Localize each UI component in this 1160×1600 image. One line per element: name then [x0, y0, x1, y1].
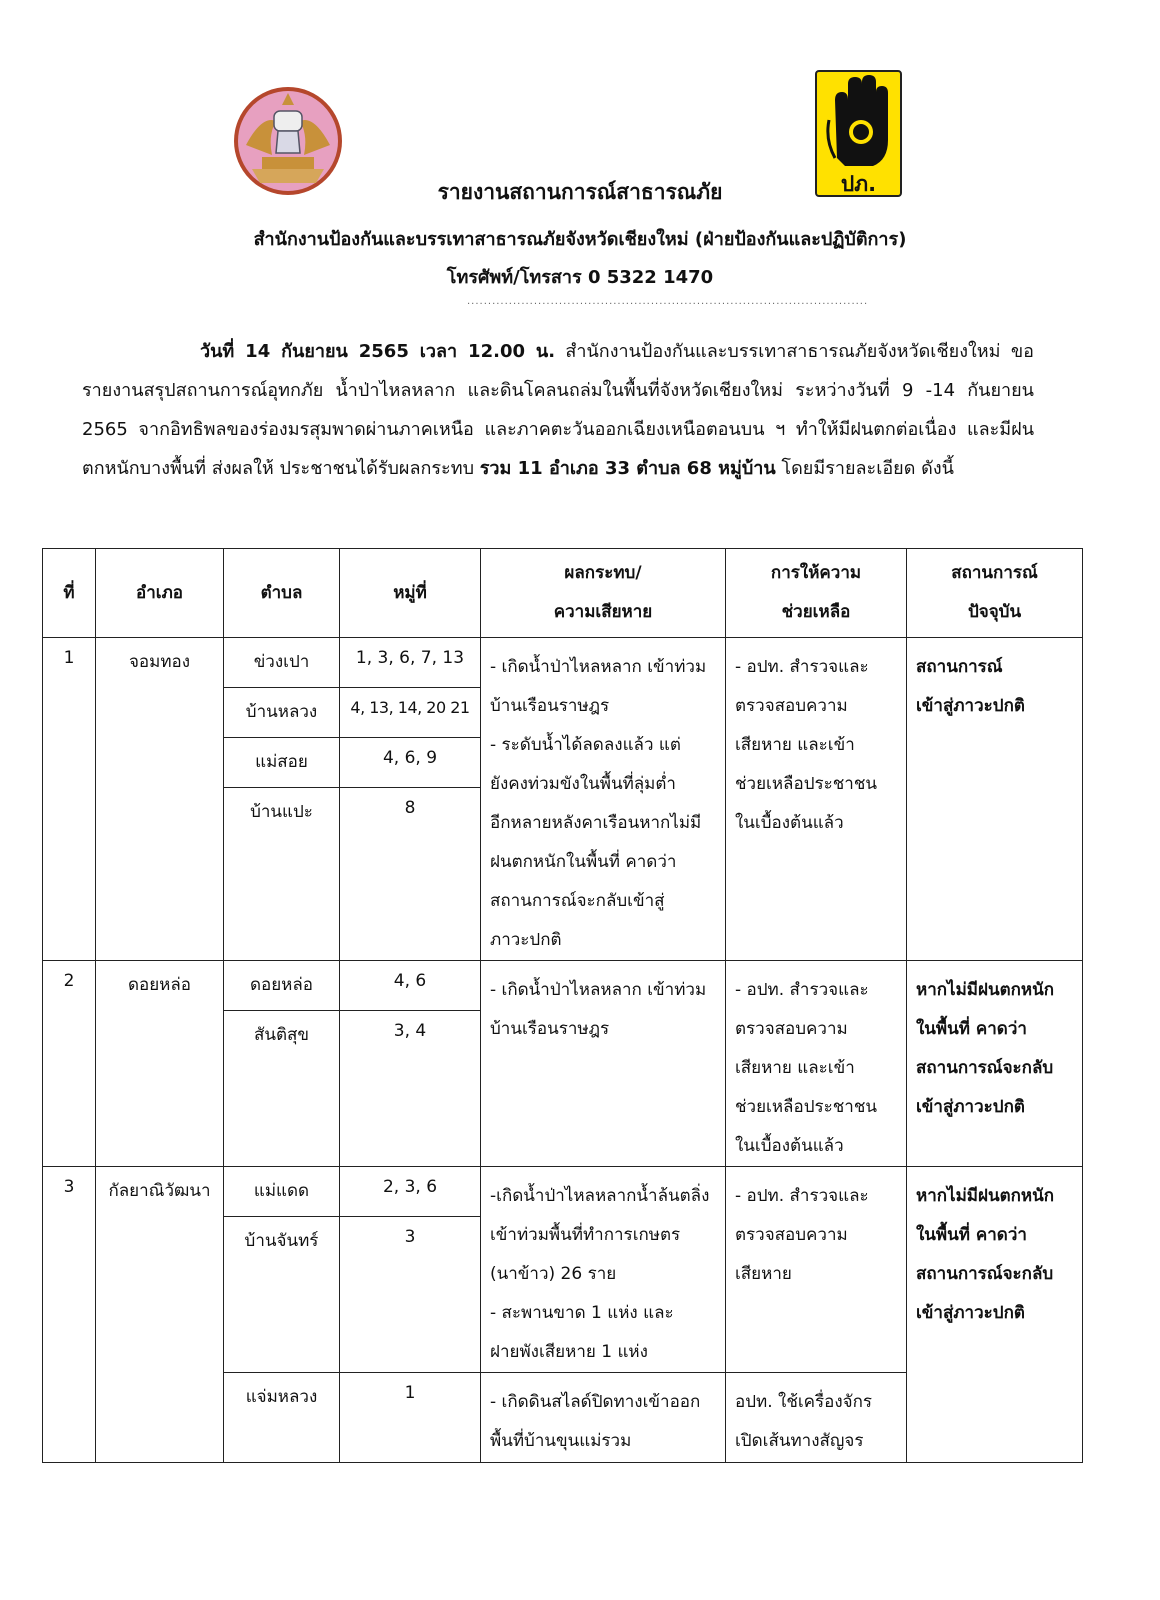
- aid-line: ตรวจสอบความ: [735, 1019, 848, 1039]
- report-subtitle: สำนักงานป้องกันและบรรเทาสาธารณภัยจังหวัดเชียงใหม่ (ฝ่ายป้องกันและปฏิบัติการ): [253, 229, 907, 250]
- situation-table: [42, 548, 1083, 1463]
- aid-line: เสียหาย: [735, 1264, 792, 1284]
- aid-line: ช่วยเหลือประชาชน: [735, 774, 877, 794]
- status-cell: [907, 1167, 1083, 1463]
- village-cell: 3: [340, 1217, 481, 1373]
- impact-line: -เกิดน้ำป่าไหลหลากน้ำล้นตลิ่ง: [490, 1186, 710, 1206]
- status-cell: [907, 638, 1083, 961]
- aid-line: - อปท. สำรวจและ: [735, 657, 869, 677]
- subdistrict-cell: แจ่มหลวง: [224, 1373, 340, 1463]
- intro-paragraph: [82, 332, 1034, 488]
- table-row: [43, 961, 1083, 1011]
- status-cell: [907, 961, 1083, 1167]
- impact-line: - เกิดน้ำป่าไหลหลาก เข้าท่วม: [490, 980, 707, 1000]
- aid-line: ในเบื้องต้นแล้ว: [735, 813, 844, 833]
- phone-fax: โทรศัพท์/โทรสาร 0 5322 1470: [446, 267, 714, 288]
- status-line: สถานการณ์จะกลับ: [916, 1058, 1054, 1078]
- village-cell: 8: [340, 788, 481, 961]
- impact-line: - เกิดน้ำป่าไหลหลาก เข้าท่วม: [490, 657, 707, 677]
- header-district: อำเภอ: [96, 549, 224, 638]
- impact-line: ฝนตกหนักในพื้นที่ คาดว่า: [490, 852, 677, 872]
- impact-line: อีกหลายหลังคาเรือนหากไม่มี: [490, 813, 702, 833]
- village-cell: 4, 13, 14, 20 21: [340, 688, 481, 738]
- impact-cell: [481, 1373, 726, 1463]
- impact-cell: [481, 1167, 726, 1373]
- row-no: 2: [43, 961, 96, 1167]
- aid-line: ตรวจสอบความ: [735, 1225, 848, 1245]
- header-aid-line: ช่วยเหลือ: [781, 602, 851, 622]
- aid-cell: [726, 638, 907, 961]
- header-status-line: สถานการณ์: [951, 563, 1038, 583]
- table-header-row: [43, 549, 1083, 638]
- impact-line: เข้าท่วมพื้นที่ทำการเกษตร: [490, 1225, 681, 1245]
- intro-total: รวม 11 อำเภอ 33 ตำบล 68 หมู่บ้าน: [479, 458, 776, 479]
- impact-line: ภาวะปกติ: [490, 930, 562, 950]
- row-no: 1: [43, 638, 96, 961]
- aid-line: อปท. ใช้เครื่องจักร: [735, 1392, 873, 1412]
- status-line: ในพื้นที่ คาดว่า: [916, 1019, 1027, 1039]
- impact-line: - สะพานขาด 1 แห่ง และ: [490, 1303, 674, 1323]
- intro-text-1: สำนักงานป้องกันและบรรเทาสาธารณภัยจังหวัดเชียงใหม่ ขอรายงานสรุปสถานการณ์อุทกภัย น้ำป่าไหลหลาก และดินโคลนถล่มในพื้นที่จังหวัดเชียงใหม่ ระหว่างวันที่ 9 -14 กันยายน 2565 จากอิทธิพลของร่องมรสุมพาดผ่านภาคเหนือ และภาคตะวันออกเฉียงเหนือตอนบน ฯ ทำให้มีฝนตกต่อเนื่อง และมีฝนตกหนักบางพื้นที่ ส่งผลให้ ประชาชนได้รับผลกระทบ: [82, 341, 1034, 479]
- impact-line: (นาข้าว) 26 ราย: [490, 1264, 617, 1284]
- subdistrict-cell: แม่แดด: [224, 1167, 340, 1217]
- header-status-line: ปัจจุบัน: [967, 602, 1022, 622]
- village-cell: 1, 3, 6, 7, 13: [340, 638, 481, 688]
- impact-line: บ้านเรือนราษฎร: [490, 696, 610, 716]
- status-line: เข้าสู่ภาวะปกติ: [916, 1303, 1025, 1323]
- impact-line: สถานการณ์จะกลับเข้าสู่: [490, 891, 665, 911]
- status-line: หากไม่มีฝนตกหนัก: [916, 980, 1055, 1000]
- aid-line: - อปท. สำรวจและ: [735, 1186, 869, 1206]
- aid-line: ตรวจสอบความ: [735, 696, 848, 716]
- header-impact: [481, 549, 726, 638]
- intro-date: วันที่ 14 กันยายน 2565 เวลา 12.00 น.: [200, 341, 556, 362]
- impact-cell: [481, 961, 726, 1167]
- subdistrict-cell: บ้านแปะ: [224, 788, 340, 961]
- impact-line: ยังคงท่วมขังในพื้นที่ลุ่มต่ำ: [490, 774, 676, 794]
- district-cell: จอมทอง: [96, 638, 224, 961]
- subdistrict-cell: สันติสุข: [224, 1011, 340, 1167]
- intro-text-2: โดยมีรายละเอียด ดังนี้: [775, 458, 954, 479]
- aid-line: เปิดเส้นทางสัญจร: [735, 1431, 864, 1451]
- status-line: สถานการณ์: [916, 657, 1003, 677]
- aid-line: เสียหาย และเข้า: [735, 735, 855, 755]
- subdistrict-cell: บ้านหลวง: [224, 688, 340, 738]
- row-no: 3: [43, 1167, 96, 1463]
- aid-cell: [726, 1373, 907, 1463]
- subdistrict-cell: แม่สอย: [224, 738, 340, 788]
- village-cell: 4, 6, 9: [340, 738, 481, 788]
- impact-cell: [481, 638, 726, 961]
- table-row: [43, 638, 1083, 688]
- table-row: [43, 1167, 1083, 1217]
- header-impact-line: ความเสียหาย: [553, 602, 653, 622]
- status-line: หากไม่มีฝนตกหนัก: [916, 1186, 1055, 1206]
- village-cell: 4, 6: [340, 961, 481, 1011]
- village-cell: 3, 4: [340, 1011, 481, 1167]
- aid-line: เสียหาย และเข้า: [735, 1058, 855, 1078]
- impact-line: ฝายพังเสียหาย 1 แห่ง: [490, 1342, 648, 1362]
- impact-line: - ระดับน้ำได้ลดลงแล้ว แต่: [490, 735, 681, 755]
- report-title: รายงานสถานการณ์สาธารณภัย: [437, 180, 723, 204]
- subdistrict-cell: ข่วงเปา: [224, 638, 340, 688]
- status-line: เข้าสู่ภาวะปกติ: [916, 1097, 1025, 1117]
- aid-cell: [726, 1167, 907, 1373]
- impact-line: พื้นที่บ้านขุนแม่รวม: [490, 1431, 632, 1451]
- impact-line: - เกิดดินสไลด์ปิดทางเข้าออก: [490, 1392, 701, 1412]
- aid-cell: [726, 961, 907, 1167]
- status-line: สถานการณ์จะกลับ: [916, 1264, 1054, 1284]
- status-line: เข้าสู่ภาวะปกติ: [916, 696, 1025, 716]
- status-line: ในพื้นที่ คาดว่า: [916, 1225, 1027, 1245]
- village-cell: 2, 3, 6: [340, 1167, 481, 1217]
- header-impact-line: ผลกระทบ/: [564, 563, 642, 583]
- impact-line: บ้านเรือนราษฎร: [490, 1019, 610, 1039]
- subdistrict-cell: ดอยหล่อ: [224, 961, 340, 1011]
- district-cell: กัลยาณิวัฒนา: [96, 1167, 224, 1463]
- header-no: ที่: [43, 549, 96, 638]
- aid-line: - อปท. สำรวจและ: [735, 980, 869, 1000]
- header-status: [907, 549, 1083, 638]
- logo-text: ปภ.: [840, 172, 877, 196]
- aid-line: ช่วยเหลือประชาชน: [735, 1097, 877, 1117]
- district-cell: ดอยหล่อ: [96, 961, 224, 1167]
- aid-line: ในเบื้องต้นแล้ว: [735, 1136, 844, 1156]
- separator-line: ................................................................................................: [467, 296, 869, 307]
- header-aid: [726, 549, 907, 638]
- village-cell: 1: [340, 1373, 481, 1463]
- header-aid-line: การให้ความ: [770, 563, 862, 583]
- subdistrict-cell: บ้านจันทร์: [224, 1217, 340, 1373]
- header-village: หมู่ที่: [340, 549, 481, 638]
- header-subdistrict: ตำบล: [224, 549, 340, 638]
